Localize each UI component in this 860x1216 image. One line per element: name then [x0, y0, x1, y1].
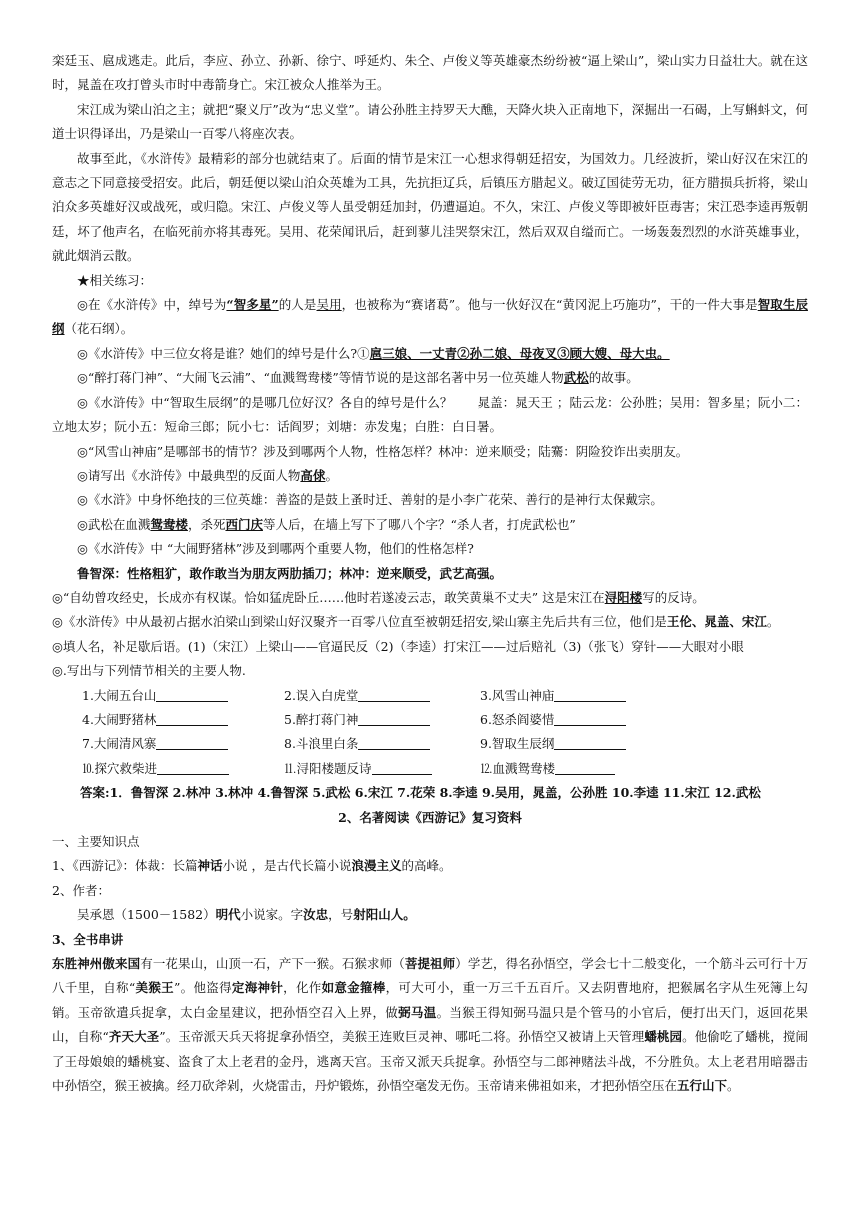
point-1-text-3: 的高峰。 [401, 858, 452, 874]
question-7: ◎《水浒》中身怀绝技的三位英雄：善盗的是鼓上蚤时迁、善射的是小李广花荣、善行的是神行太保戴宗。 [77, 492, 663, 508]
question-9: ◎《水浒传》中 “大闹野猪林”涉及到哪两个重要人物，他们的性格怎样? [77, 541, 474, 557]
q3-text-2: 的故事。 [588, 370, 639, 386]
fill-item: 8.斗浪里白条 [284, 732, 480, 756]
answer-blank[interactable] [156, 711, 228, 726]
fill-item: 4.大闹野猪林 [82, 708, 284, 732]
author-text: 小说家。字 [240, 907, 304, 923]
story-master: 菩提祖师 [404, 956, 456, 972]
q10-text: ◎“自幼曾攻经史，长成亦有权谋。恰如猛虎卧丘……他时若遂凌云志，敢笑黄巢不丈夫” 这是宋江在 [52, 589, 605, 605]
author-line [52, 903, 808, 927]
question-3 [52, 366, 808, 390]
answer-blank[interactable] [156, 735, 228, 750]
q10-text-2: 写的反诗。 [642, 589, 705, 605]
q8-answer-person: 西门庆 [225, 516, 263, 532]
answer-key: 答案:1．鲁智深 2.林冲 3.林冲 4.鲁智深 5.武松 6.宋江 7.花荣 8.李逵 9.吴用，晁盖，公孙胜 10.李逵 11.宋江 12.武松 [80, 785, 761, 801]
question-12: ◎填人名，补足歇后语。(1)（宋江）上梁山——官逼民反（2)（李逵）打宋江——过后赔礼（3)（张飞）穿针——大眼对小眼 [52, 638, 744, 654]
answer-blank[interactable] [358, 735, 430, 750]
point-1-text: 1、《西游记》：体裁：长篇 [52, 858, 198, 874]
answer-blank[interactable] [157, 760, 229, 775]
paragraph-3: 故事至此，《水浒传》最精彩的部分也就结束了。后面的情节是宋江一心想求得朝廷招安，为国效力。几经波折，梁山好汉在宋江的意志之下同意接受招安。此后，朝廷便以梁山泊众英雄为工具，先抗拒辽兵，后镇压方腊起义。破辽国徒劳无功，征方腊损兵折将，梁山泊众多英雄好汉或战死，或归隐。宋江、卢俊义等人虽受朝廷加封，仍遭逼迫。不久，宋江、卢俊义等即被奸臣毒害；宋江恐李逵再叛朝廷，坏了他声名，在临死前亦将其毒死。吴用、花荣闻讯后，赶到蓼儿洼哭祭宋江，然后双双自缢而亡。一场轰轰烈烈的水浒英雄事业，就此烟消云散。 [52, 150, 808, 264]
q11-text-2: 。 [766, 614, 780, 630]
section-2-title: 2、名著阅读《西游记》复习资料 [338, 809, 522, 825]
fill-row [52, 757, 808, 781]
point-1 [52, 854, 808, 878]
answer-blank[interactable] [156, 687, 228, 702]
fill-item: 7.大闹清风寨 [82, 732, 284, 756]
story-item-1: 定海神针 [231, 980, 284, 996]
point-2: 2、作者： [52, 882, 110, 898]
fill-in-table [52, 684, 808, 782]
story-item-2: 如意金箍棒 [321, 980, 386, 996]
question-9-answer: 鲁智深：性格粗犷，敢作敢当为朋友两肋插刀；林冲：逆来顺受，武艺高强。 [77, 565, 503, 581]
q8-text-2: ，杀死 [187, 516, 226, 532]
question-4: ◎《水浒传》中“智取生辰纲”的是哪几位好汉？各自的绰号是什么？ 晁盖：晁天王 ；陆云龙：公孙胜；吴用：智多星；阮小二：立地太岁；阮小五：短命三郎；阮小七：话阎罗；刘塘：赤发鬼；白胜：白日暑。 [52, 394, 808, 435]
answer-blank[interactable] [554, 735, 626, 750]
q8-answer-place: 鸳鸯楼 [150, 516, 188, 532]
fill-item: 9.智取生辰纲 [480, 732, 660, 756]
story-title-2: 弼马温 [398, 1004, 437, 1020]
story-title-1: 美猴王 [135, 980, 174, 996]
author-pen-name: 射阳山人。 [353, 907, 416, 923]
question-10 [52, 586, 808, 610]
practice-title: ★相关练习： [77, 272, 153, 288]
story-place-3: 五行山下 [677, 1078, 728, 1094]
q2-answer: 扈三娘、一丈青②孙二娘、母夜叉③顾大嫂、母大虫。 [369, 345, 670, 361]
fill-row [52, 708, 808, 732]
question-1 [52, 293, 808, 342]
answer-blank[interactable] [554, 687, 626, 702]
fill-item: 3.风雪山神庙 [480, 684, 660, 708]
point-1-text-2: 小说 ，是古代长篇小说 [222, 858, 352, 874]
q1-answer-event: 智取生辰纲 [52, 297, 808, 337]
fill-item: 5.醉打蒋门神 [284, 708, 480, 732]
question-8 [52, 513, 808, 537]
fill-item: ⒑探穴救柴进 [82, 757, 284, 781]
answer-blank[interactable] [358, 687, 430, 702]
answer-blank[interactable] [554, 711, 626, 726]
q3-text: ◎“醉打蒋门神”、“大闹飞云浦”、“血溅鸳鸯楼”等情节说的是这部名著中另一位英雄人物 [77, 370, 564, 386]
q8-text: ◎武松在血溅 [77, 516, 151, 532]
story-place-2: 蟠桃园 [644, 1029, 683, 1045]
point-1-style: 浪漫主义 [351, 858, 402, 874]
q2-text: ◎《水浒传》中三位女将是谁？她们的绰号是什么?① [77, 345, 370, 361]
point-1-genre: 神话 [197, 858, 223, 874]
fill-item: 6.怒杀阎婆惜 [480, 708, 660, 732]
story-title-3: 齐天大圣 [108, 1029, 160, 1045]
answer-blank[interactable] [358, 711, 430, 726]
author-courtesy-name: 汝忠 [303, 907, 329, 923]
fill-item: ⒓血溅鸳鸯楼 [480, 757, 660, 781]
q1-text-3: ，也被称为“赛诸葛”。他与一伙好汉在“黄冈泥上巧施功”，干的一件大事是 [341, 297, 758, 313]
paragraph-1: 栾廷玉、扈成逃走。此后，李应、孙立、孙新、徐宁、呼延灼、朱仝、卢俊义等英雄豪杰纷纷被“逼上梁山”，梁山实力日益壮大。就在这时，晁盖在攻打曾头市时中毒箭身亡。宋江被众人推举为王。 [52, 53, 808, 93]
paragraph-2: 宋江成为梁山泊之主；就把“聚义厅”改为“忠义堂”。请公孙胜主持罗天大醮，天降火块入正南地下，深掘出一石碣，上写蝌蚪文，何道士识得译出，乃是梁山一百零八将座次表。 [52, 101, 808, 142]
fill-item: 1.大闹五台山 [82, 684, 284, 708]
q1-nickname: “智多星” [226, 297, 279, 313]
fill-item: ⒒浔阳楼题反诗 [284, 757, 480, 781]
q1-text: ◎在《水浒传》中，绰号为 [77, 297, 227, 313]
q1-text-2: 的人是 [278, 297, 317, 313]
question-6 [52, 464, 808, 488]
q6-text-2: 。 [325, 467, 338, 483]
question-2 [52, 342, 808, 366]
q8-text-3: 等人后，在墙上写下了哪八个字？“杀人者，打虎武松也” [262, 516, 576, 532]
question-11 [52, 610, 808, 634]
heading-main-points: 一、主要知识点 [52, 834, 140, 849]
q1-text-4: （花石纲）。 [64, 321, 134, 337]
author-dynasty: 明代 [215, 907, 241, 923]
story-place: 东胜神州傲来国 [52, 956, 141, 972]
question-13: ◎.写出与下列情节相关的主要人物. [52, 663, 246, 679]
author-name: 吴承恩（1500－1582） [77, 907, 216, 923]
answer-blank[interactable] [555, 760, 615, 775]
fill-row [52, 684, 808, 708]
q3-answer: 武松 [563, 370, 589, 386]
q11-text: ◎《水浒传》中从最初占据水泊梁山到梁山好汉聚齐一百零八位直至被朝廷招安,梁山寨主先后共有三位，他们是 [52, 614, 667, 630]
author-text-2: ，号 [328, 907, 354, 923]
q6-answer: 高俅 [300, 467, 326, 483]
q11-answer: 王伦、晁盖、宋江 [666, 614, 767, 630]
q10-answer: 浔阳楼 [604, 589, 643, 605]
q1-answer-name: 吴用 [316, 297, 342, 313]
story-summary: 东胜神州傲来国有一花果山，山顶一石，产下一猴。石猴求师（菩提祖师）学艺，得名孙悟空，学会七十二般变化，一个筋斗云可行十万八千里，自称“美猴王”。他盗得定海神针，化作如意金箍棒，可大可小，重一万三千五百斤。又去阴曹地府，把猴属名字从生死簿上勾销。玉帝欲遣兵捉拿，太白金星建议，把孙悟空召入上界，做弼马温。当猴王得知弼马温只是个管马的小官后，便打出天门，返回花果山，自称“齐天大圣”。玉帝派天兵天将捉拿孙悟空，美猴王连败巨灵神、哪吒二将。孙悟空又被请上天管理蟠桃园。他偷吃了蟠桃，搅闹了王母娘娘的蟠桃宴、盗食了太上老君的金丹，逃离天宫。玉帝又派天兵捉拿。孙悟空与二郎神赌法斗战，不分胜负。太上老君用暗器击中孙悟空，猴王被擒。经刀砍斧剁，火烧雷击，丹炉锻炼，孙悟空毫发无伤。玉帝请来佛祖如来，才把孙悟空压在五行山下。 [52, 956, 808, 1094]
question-5: ◎“风雪山神庙”是哪部书的情节？涉及到哪两个人物，性格怎样？林冲：逆来顺受；陆騫：阴险狡诈出卖朋友。 [77, 443, 689, 459]
point-3-heading: 3、全书串讲 [52, 931, 124, 947]
q6-text: ◎请写出《水浒传》中最典型的反面人物 [77, 467, 301, 483]
fill-item: 2.误入白虎堂 [284, 684, 480, 708]
fill-row [52, 732, 808, 756]
answer-blank[interactable] [372, 760, 432, 775]
